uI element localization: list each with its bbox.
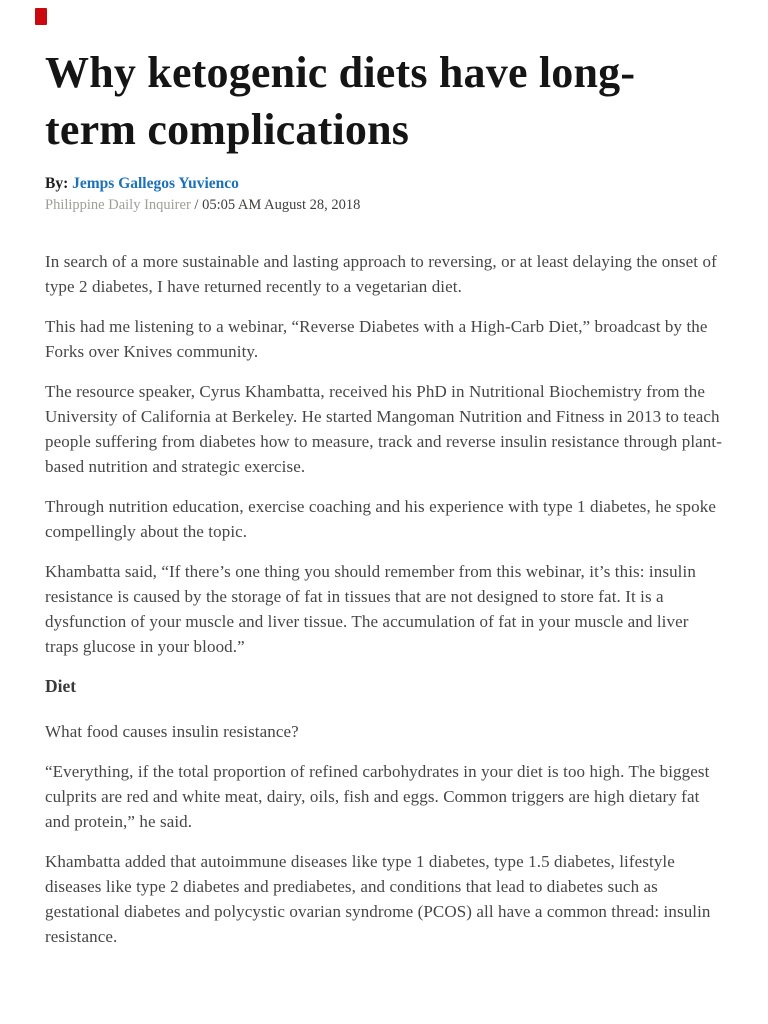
page-title [45, 44, 725, 158]
byline [45, 174, 725, 193]
source-name: Philippine Daily Inquirer [45, 197, 191, 213]
page-title-line2: term complications [45, 105, 410, 154]
paragraph: What food causes insulin resistance? [45, 722, 299, 741]
paragraph: In search of a more sustainable and lasting approach to reversing, or at least delaying the onset of type 2 diabetes, I have returned recently to a vegetarian diet. [45, 252, 717, 296]
article-body [45, 249, 725, 949]
section-heading-diet: Diet [45, 676, 77, 696]
red-placeholder-icon [35, 8, 47, 25]
paragraph: Khambatta said, “If there’s one thing you should remember from this webinar, it’s this: insulin resistance is caused by the storage of fat in tissues that are not designed to store fat. It is a dysfunction of your muscle and liver tissue. The accumulation of fat in your muscle and liver traps glucose in your blood.” [45, 562, 696, 656]
paragraph: Khambatta added that autoimmune diseases like type 1 diabetes, type 1.5 diabetes, lifestyle diseases like type 2 diabetes and prediabetes, and conditions that lead to diabetes such as gestational diabetes and polycystic ovarian syndrome (PCOS) all have a common thread: insulin resistance. [45, 852, 711, 946]
paragraph: “Everything, if the total proportion of refined carbohydrates in your diet is too high. The biggest culprits are red and white meat, dairy, oils, fish and eggs. Common triggers are high dietary fat and protein,” he said. [45, 762, 710, 831]
author-link[interactable]: Jemps Gallegos Yuvienco [72, 175, 239, 192]
paragraph: This had me listening to a webinar, “Reverse Diabetes with a High-Carb Diet,” broadcast by the Forks over Knives community. [45, 317, 708, 361]
source-line [45, 196, 725, 214]
source-separator: / [194, 197, 203, 213]
page-title-line1: Why ketogenic diets have long- [45, 48, 636, 97]
paragraph: Through nutrition education, exercise coaching and his experience with type 1 diabetes, he spoke compellingly about the topic. [45, 497, 716, 541]
paragraph: The resource speaker, Cyrus Khambatta, received his PhD in Nutritional Biochemistry from the University of California at Berkeley. He started Mangoman Nutrition and Fitness in 2013 to teach people suffering from diabetes how to measure, track and reverse insulin resistance through plant-based nutrition and strategic exercise. [45, 382, 722, 476]
byline-label: By: [45, 175, 73, 192]
publish-date: 05:05 AM August 28, 2018 [202, 197, 361, 213]
